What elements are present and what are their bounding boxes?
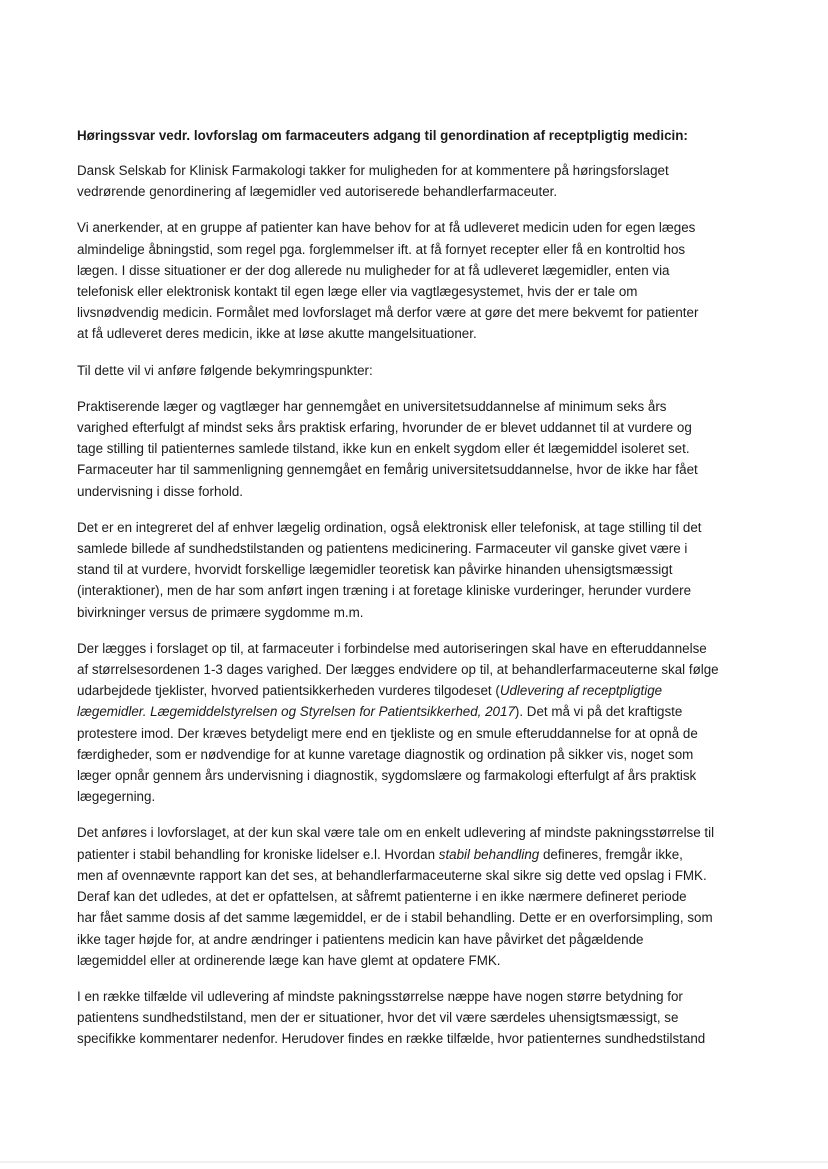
text-line: lægen. I disse situationer er der dog allerede nu muligheder for at få udleveret lægemidler, enten via [77, 262, 670, 278]
paragraph-stable-treatment [77, 822, 749, 970]
text-line: Deraf kan det udledes, at det er opfattelsen, at såfremt patienterne i en ikke nærmere defineret periode [77, 889, 687, 905]
text-line: Vi anerkender, at en gruppe af patienter kan have behov for at få udleveret medicin uden for egen læges [77, 220, 696, 236]
text-line: I en række tilfælde vil udlevering af mindste pakningsstørrelse næppe have nogen større betydning for [77, 988, 683, 1004]
text-line: telefonisk eller elektronisk kontakt til egen læge eller via vagtlægesystemet, hvis der er tale om [77, 284, 638, 300]
text-line: patientens sundhedstilstand, men der er situationer, hvor det vil være særdeles uhensigtsmæssigt, se [77, 1010, 679, 1026]
text-line: læger opnår gennem års undervisning i diagnostik, sygdomslære og farmakologi efterfulgt af års praktisk [77, 768, 697, 784]
text-line: lægemiddel eller at ordinerende læge kan have glemt at opdatere FMK. [77, 952, 501, 968]
document-heading: Høringssvar vedr. lovforslag om farmaceuters adgang til genordination af receptpligtig medicin: [77, 128, 688, 143]
text-segment: patienter i stabil behandling for kroniske lidelser e.l. Hvordan [77, 846, 439, 862]
text-line [77, 680, 749, 701]
text-line: Praktiserende læger og vagtlæger har gennemgået en universitetsuddannelse af minimum seks års [77, 398, 667, 414]
text-line: undervisning i disse forhold. [77, 483, 243, 499]
paragraph-education [77, 396, 749, 502]
paragraph-recognition [77, 217, 749, 344]
text-line: stand til at vurdere, hvorvidt forskellige lægemidler teoretisk kan påvirke hinanden uhensigtsmæssigt [77, 562, 673, 578]
text-line: varighed efterfulgt af mindst seks års praktisk erfaring, hvorunder de er blevet uddannet til at vurdere og [77, 420, 692, 436]
text-line: specifikke kommentarer nedenfor. Herudover findes en række tilfælde, hvor patienternes sundhedstilstand [77, 1031, 706, 1047]
text-line: (interaktioner), men de har som anført ingen træning i at foretage kliniske vurderinger, herunder vurdere [77, 583, 692, 599]
text-line [77, 844, 749, 865]
text-line: Det anføres i lovforslaget, at der kun skal være tale om en enkelt udlevering af mindste pakningsstørrelse til [77, 825, 715, 841]
text-line: har fået samme dosis af det samme lægemiddel, er de i stabil behandling. Dette er en overforsimpling, som [77, 910, 713, 926]
text-line: bivirkninger versus de primære sygdomme m.m. [77, 604, 364, 620]
text-segment: ). Det må vi på det kraftigste [514, 704, 683, 720]
text-line: lægegerning. [77, 789, 156, 805]
text-line: tage stilling til patienternes samlede tilstand, ikke kun en enkelt sygdom eller ét lægemiddel isoleret set. [77, 441, 690, 457]
document-body [77, 125, 749, 1065]
text-line: livsnødvendig medicin. Formålet med lovforslaget må derfor være at gøre det mere bekvemt for patienter [77, 305, 699, 321]
text-line: almindelige åbningstid, som regel pga. forglemmelser ift. at få fornyet recepter eller få en kontroltid hos [77, 241, 686, 257]
text-line: Dansk Selskab for Klinisk Farmakologi takker for muligheden for at kommentere på høringsforslaget [77, 163, 669, 178]
text-line: at få udleveret deres medicin, ikke at løse akutte mangelsituationer. [77, 326, 477, 342]
text-line: Det er en integreret del af enhver lægelig ordination, også elektronisk eller telefonisk, at tage stilling til det [77, 519, 702, 535]
text-line: Farmaceuter har til sammenligning gennemgået en femårig universitetsuddannelse, hvor de ikke har fået [77, 462, 698, 478]
paragraph-concerns-intro [77, 360, 749, 381]
text-line: færdigheder, som er nødvendige for at kunne varetage diagnostik og ordination på sikker vis, noget som [77, 746, 694, 762]
text-line: af størrelsesordenen 1-3 dages varighed. Der lægges endvidere op til, at behandlerfarmaceuterne skal følge [77, 662, 719, 678]
text-line: samlede billede af sundhedstilstanden og patientens medicinering. Farmaceuter vil ganske givet være i [77, 541, 688, 557]
text-line: vedrørende genordinering af lægemidler ved autoriserede behandlerfarmaceuter. [77, 184, 558, 200]
paragraph-clinical-assessment [77, 517, 749, 623]
text-line [77, 701, 749, 722]
text-segment: udarbejdede tjeklister, hvorved patientsikkerheden vurderes tilgodeset ( [77, 683, 500, 699]
scan-edge-divider [0, 1161, 828, 1163]
text-segment: defineres, fremgår ikke, [539, 846, 683, 862]
text-line: Til dette vil vi anføre følgende bekymringspunkter: [77, 362, 373, 378]
term-italic: stabil behandling [438, 846, 540, 862]
citation-italic: Udlevering af receptpligtige [499, 683, 663, 699]
text-line: men af ovennævnte rapport kan det ses, at behandlerfarmaceuterne skal sikre sig dette ved opslag i FMK. [77, 867, 707, 883]
citation-italic: lægemidler. Lægemiddelstyrelsen og Styrelsen for Patientsikkerhed, 2017 [77, 704, 515, 720]
paragraph-intro [77, 160, 749, 202]
text-line: ikke tager højde for, at andre ændringer i patientens medicin kan have påvirket det pågældende [77, 931, 644, 947]
text-line: protestere imod. Der kræves betydeligt mere end en tjekliste og en smule efteruddannelse for at opnå de [77, 725, 698, 741]
paragraph-package-size [77, 986, 749, 1050]
text-line: Der lægges i forslaget op til, at farmaceuter i forbindelse med autoriseringen skal have en efteruddannelse [77, 640, 707, 656]
paragraph-training [77, 638, 749, 808]
